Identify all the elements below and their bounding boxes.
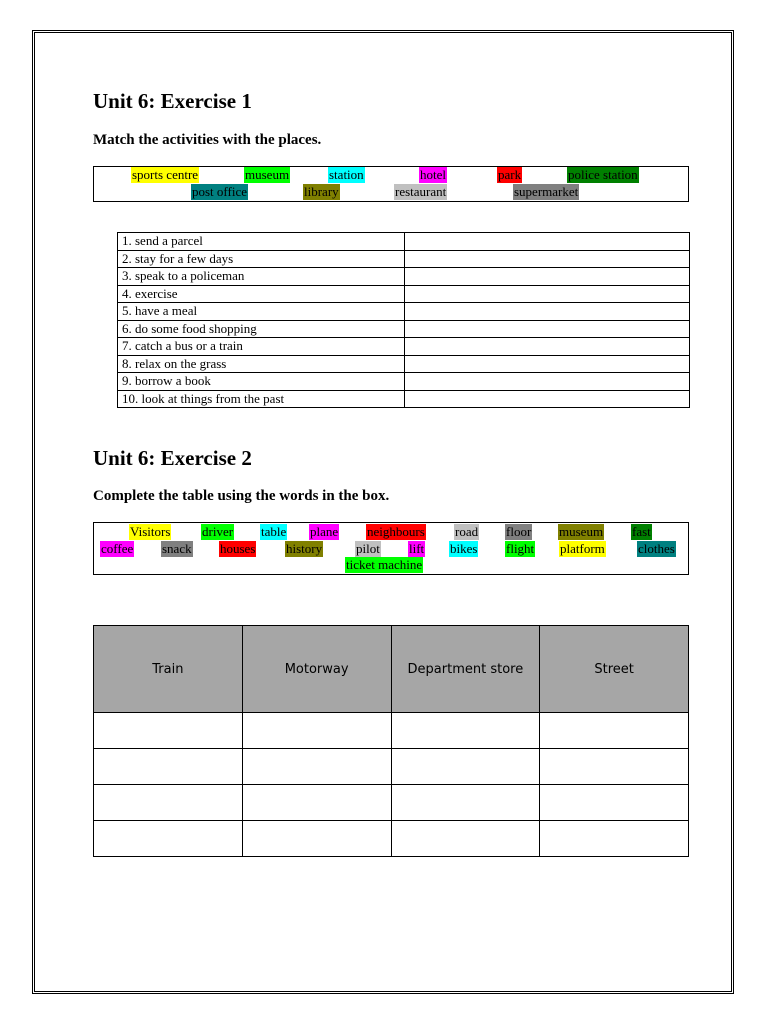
answer-cell: [405, 355, 690, 373]
activities-table: [117, 232, 690, 408]
table-row: [94, 749, 689, 785]
place-word: sports centre: [132, 167, 199, 182]
box-word: clothes: [638, 541, 675, 556]
table-row: [118, 338, 690, 356]
table-row: [118, 285, 690, 303]
blank-cell: [94, 749, 243, 785]
activity-cell: 3. speak to a policeman: [118, 268, 405, 286]
box-word: floor: [506, 524, 532, 539]
box-word: table: [261, 524, 287, 539]
blank-cell: [540, 821, 689, 857]
blank-cell: [391, 713, 540, 749]
box-word: snack: [162, 541, 192, 556]
box-word: coffee: [101, 541, 134, 556]
box-word: plane: [310, 524, 339, 539]
activity-cell: 7. catch a bus or a train: [118, 338, 405, 356]
place-word: restaurant: [395, 184, 447, 199]
box-word: pilot: [356, 541, 380, 556]
blank-cell: [94, 785, 243, 821]
exercise2-instruction: Complete the table using the words in the box.: [93, 488, 390, 504]
blank-cell: [242, 749, 391, 785]
column-header: Department store: [391, 626, 540, 713]
column-header: Train: [94, 626, 243, 713]
table-row: [94, 785, 689, 821]
table-row: [118, 303, 690, 321]
activity-cell: 8. relax on the grass: [118, 355, 405, 373]
table-row: [118, 355, 690, 373]
place-word: park: [498, 167, 522, 182]
box-word: driver: [202, 524, 234, 539]
table-row: [118, 268, 690, 286]
box-word: neighbours: [367, 524, 425, 539]
place-word: post office: [192, 184, 247, 199]
table-row: [118, 233, 690, 251]
place-word: supermarket: [514, 184, 579, 199]
blank-cell: [94, 821, 243, 857]
activity-cell: 5. have a meal: [118, 303, 405, 321]
activity-cell: 6. do some food shopping: [118, 320, 405, 338]
box-word: ticket machine: [346, 557, 423, 572]
table-row: [118, 373, 690, 391]
column-header: Motorway: [242, 626, 391, 713]
box-word: houses: [220, 541, 256, 556]
answer-cell: [405, 268, 690, 286]
activity-cell: 9. borrow a book: [118, 373, 405, 391]
column-header: Street: [540, 626, 689, 713]
activity-cell: 1. send a parcel: [118, 233, 405, 251]
blank-cell: [94, 713, 243, 749]
answer-cell: [405, 390, 690, 408]
answer-cell: [405, 373, 690, 391]
place-word: museum: [245, 167, 290, 182]
answer-cell: [405, 285, 690, 303]
exercise1-title: Unit 6: Exercise 1: [93, 89, 252, 113]
answer-cell: [405, 233, 690, 251]
place-word: hotel: [420, 167, 446, 182]
place-word: library: [304, 184, 339, 199]
box-word: fast: [632, 524, 651, 539]
box-word: Visitors: [130, 524, 171, 539]
answer-cell: [405, 338, 690, 356]
place-word: station: [329, 167, 364, 182]
blank-cell: [391, 821, 540, 857]
place-word: police station: [568, 167, 638, 182]
table-row: [94, 713, 689, 749]
blank-cell: [391, 749, 540, 785]
table-row: [118, 320, 690, 338]
blank-cell: [242, 821, 391, 857]
box-word: museum: [559, 524, 604, 539]
table-row: [94, 821, 689, 857]
blank-cell: [242, 713, 391, 749]
table-row: [118, 390, 690, 408]
box-word: bikes: [450, 541, 478, 556]
box-word: platform: [560, 541, 605, 556]
activity-cell: 4. exercise: [118, 285, 405, 303]
activity-cell: 2. stay for a few days: [118, 250, 405, 268]
answer-cell: [405, 250, 690, 268]
blank-cell: [242, 785, 391, 821]
table-row: [118, 250, 690, 268]
answer-cell: [405, 303, 690, 321]
category-table: [93, 625, 689, 857]
blank-cell: [540, 713, 689, 749]
exercise2-title: Unit 6: Exercise 2: [93, 446, 252, 470]
blank-cell: [391, 785, 540, 821]
box-word: flight: [506, 541, 535, 556]
blank-cell: [540, 749, 689, 785]
answer-cell: [405, 320, 690, 338]
exercise1-instruction: Match the activities with the places.: [93, 132, 322, 148]
box-word: lift: [409, 541, 425, 556]
box-word: history: [286, 541, 323, 556]
blank-cell: [540, 785, 689, 821]
activity-cell: 10. look at things from the past: [118, 390, 405, 408]
box-word: road: [455, 524, 479, 539]
